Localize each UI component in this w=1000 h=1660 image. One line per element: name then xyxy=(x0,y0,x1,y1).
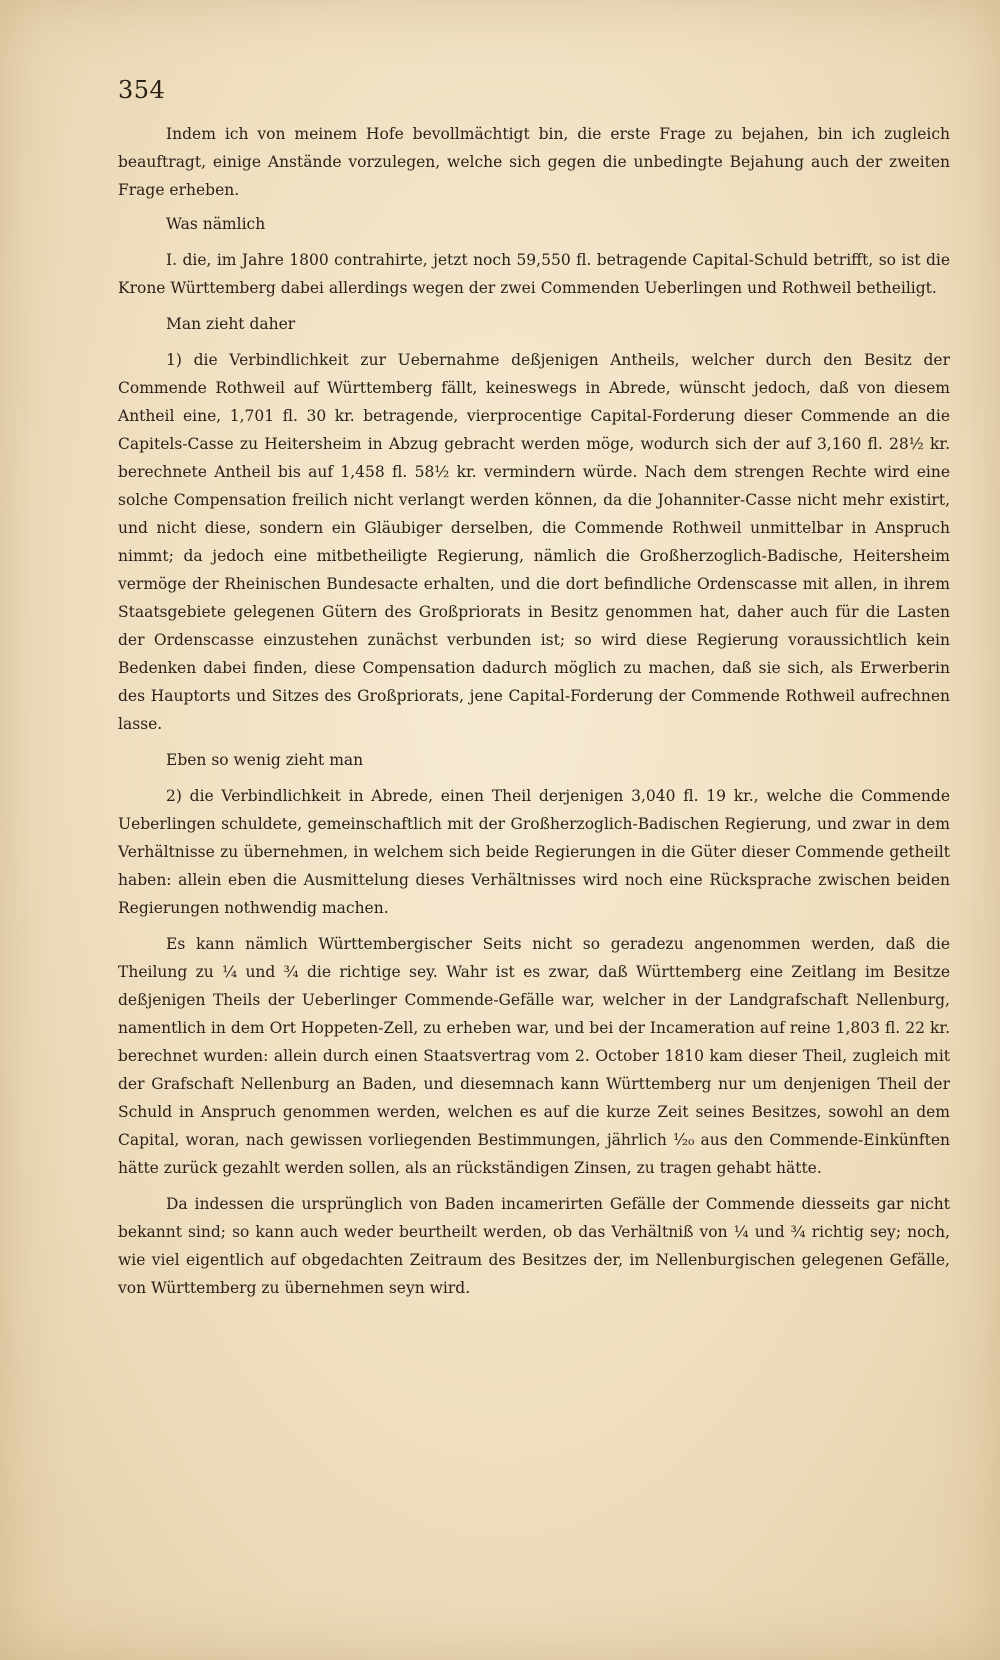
paragraph-lead-in: Eben so wenig zieht man xyxy=(166,751,364,769)
paragraph-lead-in: Man zieht daher xyxy=(166,315,296,333)
paragraph-intro: Indem ich von meinem Hofe bevollmächtigt bin, die erste Frage zu bejahen, bin ich zugleich beauftragt, einige Anstände vorzulegen, welche sich gegen die unbedingte Bejahung auch der zweiten Frage erheben. xyxy=(118,125,950,199)
page-number: 354 xyxy=(118,76,166,104)
body-text xyxy=(118,120,950,1310)
paragraph-body: Da indessen die ursprünglich von Baden incamerirten Gefälle der Commende diesseits gar nicht bekannt sind; so kann auch weder beurtheilt werden, ob das Verhältniß von ¼ und ¾ richtig sey; noch, wie viel eigentlich auf obgedachten Zeitraum des Besitzes der, im Nellenburgischen gelegenen Gefälle, von Württemberg zu übernehmen seyn wird. xyxy=(118,1195,950,1297)
paragraph-point-2: 2) die Verbindlichkeit in Abrede, einen Theil derjenigen 3,040 fl. 19 kr., welche die Commende Ueberlingen schuldete, gemeinschaftlich mit der Großherzoglich-Badischen Regierung, und zwar in dem Verhältnisse zu übernehmen, in welchem sich beide Regierungen in die Güter dieser Commende getheilt haben: allein eben die Ausmittelung dieses Verhältnisses wird noch eine Rücksprache zwischen beiden Regierungen nothwendig machen. xyxy=(118,787,950,917)
paragraph-lead-in: Was nämlich xyxy=(166,215,266,233)
paragraph-body: Es kann nämlich Württembergischer Seits nicht so geradezu angenommen werden, daß die Theilung zu ¼ und ¾ die richtige sey. Wahr ist es zwar, daß Württemberg eine Zeitlang im Besitze deßjenigen Theils der Ueberlinger Commende-Gefälle war, welcher in der Landgrafschaft Nellenburg, namentlich in dem Ort Hoppeten-Zell, zu erheben war, und bei der Incameration auf reine 1,803 fl. 22 kr. berechnet wurden: allein durch einen Staatsvertrag vom 2. October 1810 kam dieser Theil, zugleich mit der Grafschaft Nellenburg an Baden, und diesemnach kann Württemberg nur um denjenigen Theil der Schuld in Anspruch genommen werden, welchen es auf die kurze Zeit seines Besitzes, sowohl an dem Capital, woran, nach gewissen vorliegenden Bestimmungen, jährlich ¹⁄₂₀ aus den Commende-Einkünften hätte zurück gezahlt werden sollen, als an rückständigen Zinsen, zu tragen gehabt hätte. xyxy=(118,935,950,1177)
paragraph-point-1: 1) die Verbindlichkeit zur Uebernahme deßjenigen Antheils, welcher durch den Besitz der Commende Rothweil auf Württemberg fällt, keineswegs in Abrede, wünscht jedoch, daß von diesem Antheil eine, 1,701 fl. 30 kr. betragende, vierprocentige Capital-Forderung dieser Commende an die Capitels-Casse zu Heitersheim in Abzug gebracht werden möge, wodurch sich der auf 3,160 fl. 28½ kr. berechnete Antheil bis auf 1,458 fl. 58½ kr. vermindern würde. Nach dem strengen Rechte wird eine solche Compensation freilich nicht verlangt werden können, da die Johanniter-Casse nicht mehr existirt, und nicht diese, sondern ein Gläubiger derselben, die Commende Rothweil unmittelbar in Anspruch nimmt; da jedoch eine mitbetheiligte Regierung, nämlich die Großherzoglich-Badische, Heitersheim vermöge der Rheinischen Bundesacte erhalten, und die dort befindliche Ordenscasse mit allen, in ihrem Staatsgebiete gelegenen Gütern des Großpriorats in Besitz genommen hat, daher auch für die Lasten der Ordenscasse einzustehen zunächst verbunden ist; so wird diese Regierung voraussichtlich kein Bedenken dabei finden, diese Compensation dadurch möglich zu machen, daß sie sich, als Erwerberin des Hauptorts und Sitzes des Großpriorats, jene Capital-Forderung der Commende Rothweil aufrechnen lasse. xyxy=(118,351,950,733)
paragraph-section-1: I. die, im Jahre 1800 contrahirte, jetzt noch 59,550 fl. betragende Capital-Schuld betrifft, so ist die Krone Württemberg dabei allerdings wegen der zwei Commenden Ueberlingen und Rothweil betheiligt. xyxy=(118,251,950,297)
